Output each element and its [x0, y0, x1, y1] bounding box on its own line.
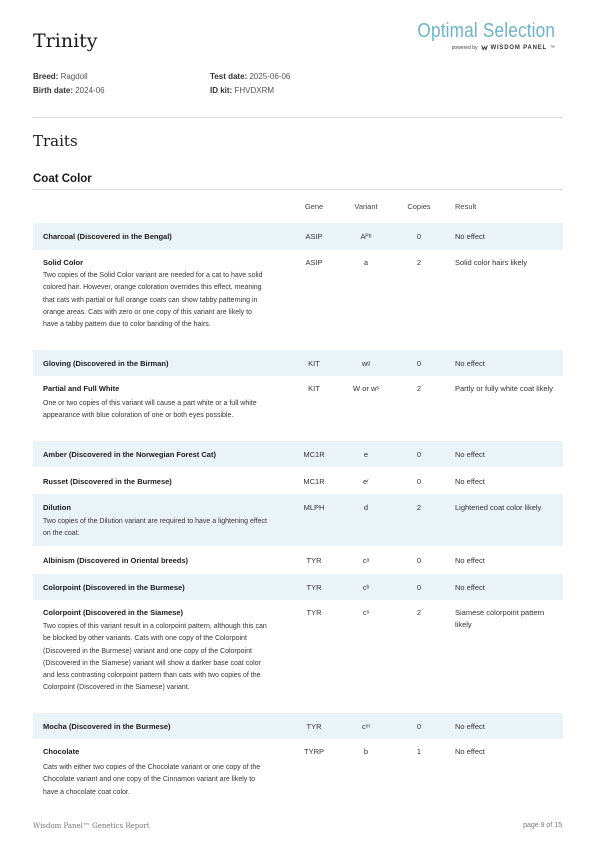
trait-name: Albinism (Discovered in Oriental breeds) — [43, 556, 189, 565]
birth-date-label: Birth date: — [33, 86, 73, 95]
table-row — [33, 740, 563, 802]
result-value: No effect — [455, 232, 485, 241]
breed-label: Breed: — [33, 72, 59, 81]
result-value: No effect — [455, 722, 485, 731]
header-variant: Variant — [354, 202, 378, 211]
result-value: No effect — [455, 747, 485, 756]
test-date-value: 2025-06-06 — [249, 72, 291, 81]
trait-name: Colorpoint (Discovered in the Siamese) — [43, 608, 184, 617]
kit-id-line — [210, 84, 290, 98]
table-row — [33, 223, 563, 250]
trait-description: Two copies of this variant result in a colorpoint pattern, although this can be blocked by other variants. Cats with one copy of the Colorpoint (Discovered in the Burmese) variant and one copy of the Colorpoint (Discovered in the Siamese) variant will show a darker base coat color and less contrasting colorpoint pattern than cats with two copies of the Colorpoint (Discovered in the Siamese) variant. — [43, 623, 267, 692]
copies-value: 1 — [416, 747, 422, 756]
copies-value: 0 — [416, 477, 422, 486]
trait-name: Amber (Discovered in the Norwegian Forest Cat) — [43, 450, 216, 459]
trait-description: One or two copies of this variant will cause a part white or a full white appearance with blue coloration of one or both eyes possible. — [43, 400, 257, 420]
gene-value: MLPH — [303, 503, 325, 512]
copies-value: 0 — [416, 722, 422, 731]
kit-id-value: FHVDXRM — [234, 86, 275, 95]
wisdom-panel-mark-icon — [481, 44, 488, 51]
table-row — [33, 547, 563, 573]
trait-name: Mocha (Discovered in the Burmese) — [43, 722, 171, 731]
copies-value: 2 — [416, 384, 422, 393]
logo-brand: WISDOM PANEL — [490, 44, 547, 51]
result-value: Siamese colorpoint pattern likely — [455, 608, 545, 629]
trait-name: Gloving (Discovered in the Birman) — [43, 359, 169, 368]
gene-value: TYR — [306, 583, 322, 592]
test-date-label: Test date: — [210, 72, 248, 81]
table-row — [33, 250, 563, 348]
result-value: No effect — [455, 556, 485, 565]
gene-value: MC1R — [303, 477, 325, 486]
breed-line — [33, 70, 105, 84]
trait-name: Russet (Discovered in the Burmese) — [43, 477, 172, 486]
trait-description: Cats with either two copies of the Chocolate variant or one copy of the Chocolate variant and one copy of the Cinnamon variant are likely to have a chocolate coat color. — [43, 764, 261, 796]
header-divider — [33, 117, 562, 118]
header-copies: Copies — [407, 202, 431, 211]
table-row — [33, 376, 563, 440]
table-row — [33, 494, 563, 546]
variant-value: Aᴾᵇ — [360, 232, 372, 241]
copies-value: 0 — [416, 232, 422, 241]
table-row — [33, 600, 563, 712]
logo-powered-label: powered by — [451, 44, 478, 51]
birth-date-value: 2024-06 — [75, 86, 105, 95]
trait-description: Two copies of the Dilution variant are required to have a lightening effect on the coat. — [43, 518, 268, 538]
footer-page-number: page 9 of 15 — [523, 822, 562, 829]
copies-value: 0 — [416, 359, 422, 368]
table-row — [33, 350, 563, 376]
variant-value: cᵐ — [361, 722, 371, 731]
result-value: Lightened coat color likely — [455, 503, 542, 512]
trait-name: Partial and Full White — [43, 384, 120, 393]
kit-id-label: ID kit: — [210, 86, 233, 95]
footer-report-name: Wisdom Panel™ Genetics Report — [33, 822, 150, 830]
trait-name: Dilution — [43, 503, 71, 512]
variant-value: d — [363, 503, 369, 512]
trait-name: Chocolate — [43, 747, 80, 756]
gene-value: TYR — [306, 556, 322, 565]
variant-value: W or wˢ — [353, 384, 379, 393]
result-value: Solid color hairs likely — [455, 258, 528, 267]
optimal-selection-logo — [395, 20, 555, 51]
variant-value: wᵍ — [361, 359, 371, 368]
variant-value: e — [363, 450, 369, 459]
variant-value: eʳ — [363, 477, 369, 486]
variant-value: a — [363, 258, 369, 267]
table-row — [33, 574, 563, 600]
result-value: No effect — [455, 583, 485, 592]
trait-name: Colorpoint (Discovered in the Burmese) — [43, 583, 185, 592]
breed-value: Ragdoll — [60, 72, 88, 81]
gene-value: ASIP — [305, 258, 323, 267]
table-row — [33, 713, 563, 739]
result-value: No effect — [455, 477, 485, 486]
table-row — [33, 441, 563, 467]
copies-value: 2 — [416, 258, 422, 267]
header-result: Result — [455, 202, 477, 211]
logo-powered-by — [395, 44, 555, 51]
gene-value: MC1R — [303, 450, 325, 459]
meta-right — [210, 70, 290, 98]
copies-value: 0 — [416, 450, 422, 459]
gene-value: KIT — [308, 359, 320, 368]
variant-value: b — [363, 747, 369, 756]
logo-wordmark: Optimal Selection — [417, 20, 555, 42]
trait-description: Two copies of the Solid Color variant are needed for a cat to have solid colored hair. However, orange coloration overrides this effect, meaning that cats with partial or full orange coats can show tabby patterning in orange areas. Cats with zero or one copy of this variant are likely to have a tabby pattern due to color banding of the hairs. — [43, 272, 263, 329]
header-gene: Gene — [304, 202, 324, 211]
section-title: Traits — [33, 132, 78, 150]
meta-left — [33, 70, 105, 98]
table-row — [33, 468, 563, 494]
gene-value: ASIP — [305, 232, 323, 241]
gene-value: KIT — [308, 384, 320, 393]
variant-value: cᵃ — [362, 556, 370, 565]
result-value: No effect — [455, 450, 485, 459]
copies-value: 2 — [416, 503, 422, 512]
copies-value: 2 — [416, 608, 422, 617]
trait-name: Charcoal (Discovered in the Bengal) — [43, 232, 172, 241]
gene-value: TYRP — [303, 747, 324, 756]
page-title: Trinity — [33, 30, 98, 52]
subsection-title: Coat Color — [33, 173, 92, 185]
test-date-line — [210, 70, 290, 84]
copies-value: 0 — [416, 556, 422, 565]
gene-value: TYR — [306, 608, 322, 617]
copies-value: 0 — [416, 583, 422, 592]
birth-date-line — [33, 84, 105, 98]
result-value: Partly or fully white coat likely — [455, 384, 553, 393]
trait-name: Solid Color — [43, 258, 83, 267]
result-value: No effect — [455, 359, 485, 368]
variant-value: cˢ — [362, 608, 370, 617]
logo-tm: ™ — [550, 44, 555, 51]
variant-value: cᵇ — [362, 583, 370, 592]
gene-value: TYR — [306, 722, 322, 731]
subsection-divider — [33, 189, 562, 190]
